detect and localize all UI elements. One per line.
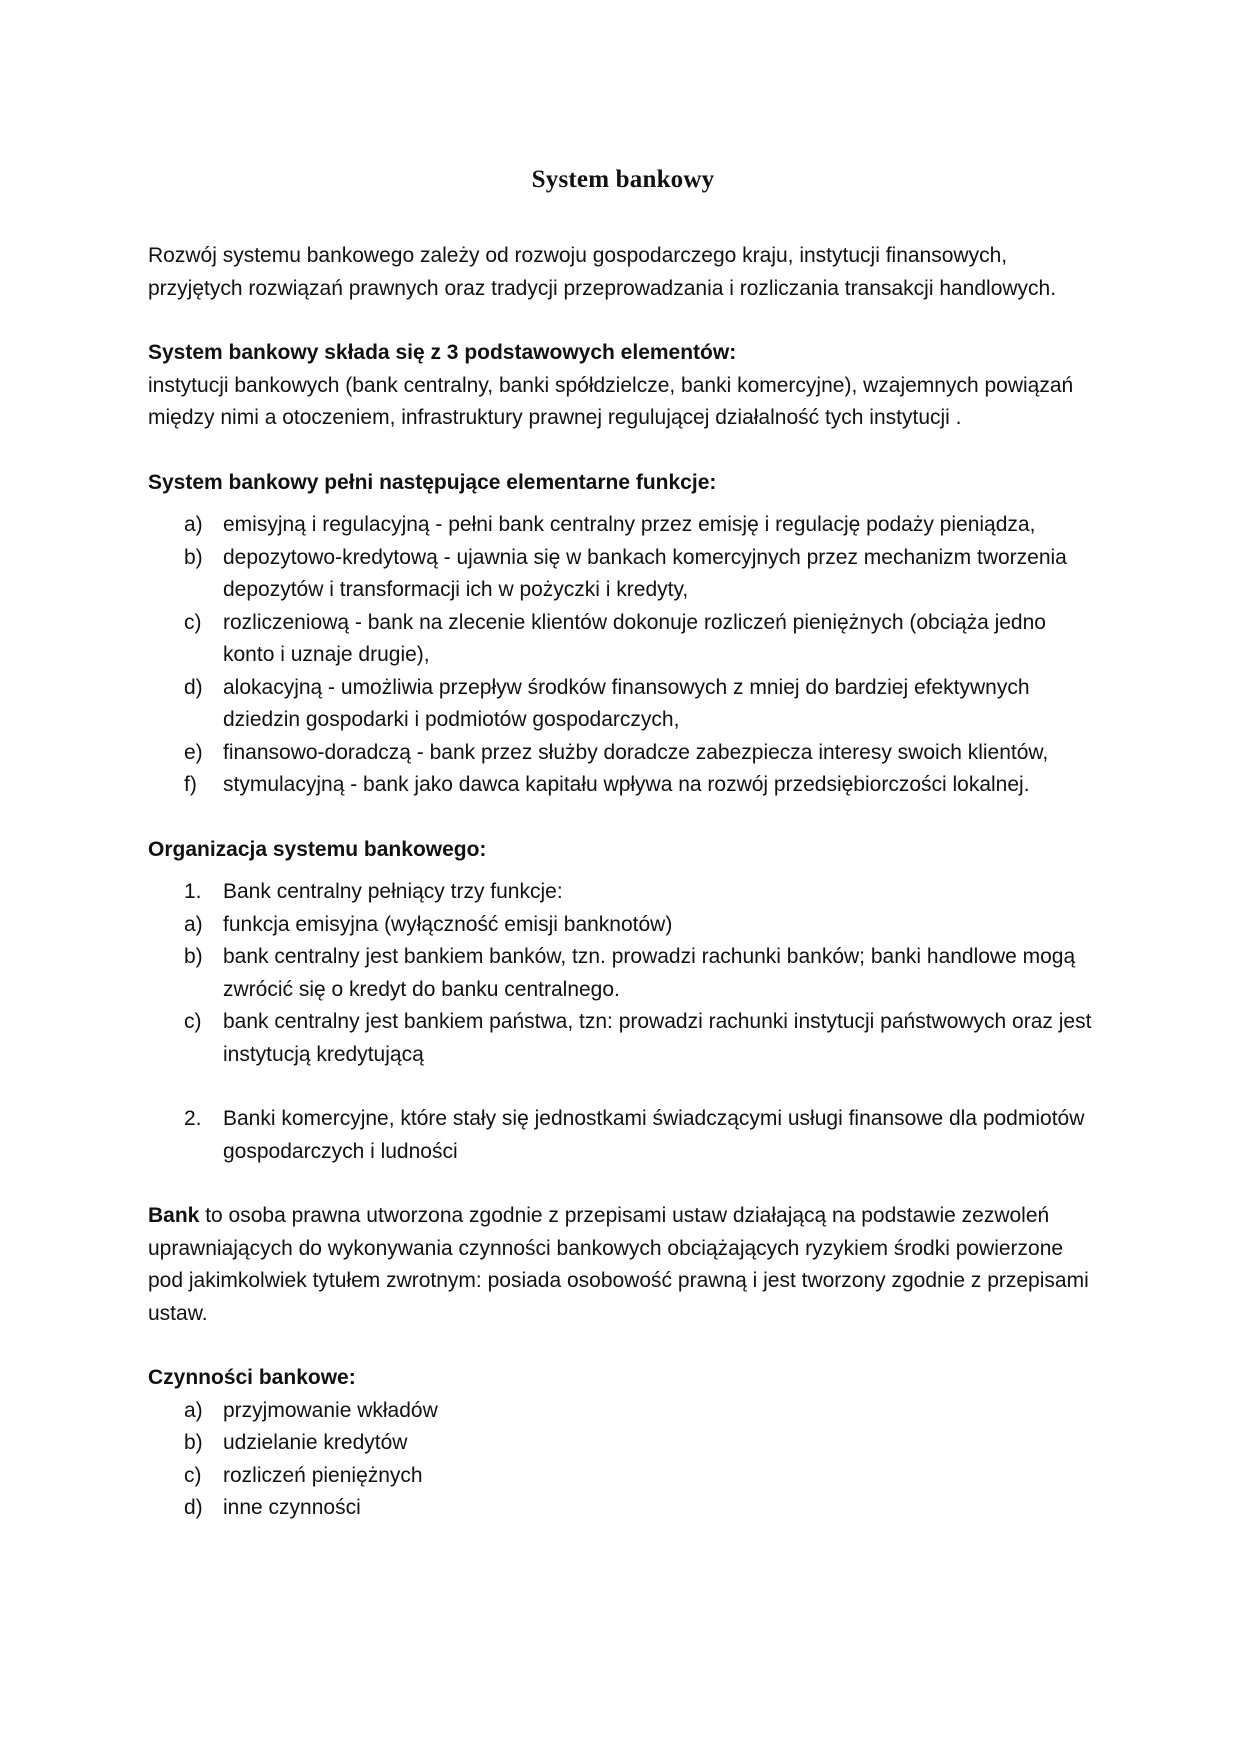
function-item	[148, 737, 1098, 770]
list-marker: d)	[184, 1496, 203, 1519]
list-marker: 1.	[184, 880, 202, 903]
activity-text: przyjmowanie wkładów	[223, 1398, 438, 1422]
functions-section	[148, 467, 1098, 802]
function-text: rozliczeniową - bank na zlecenie klientów dokonuje rozliczeń pieniężnych (obciąża jedno konto i uznaje drugie),	[223, 610, 1046, 666]
organization-item	[148, 876, 1098, 909]
list-marker: c)	[184, 1463, 202, 1487]
list-marker: 2.	[184, 1107, 202, 1130]
function-text: emisyjną i regulacyjną - pełni bank centralny przez emisję i regulację podaży pieniądza,	[223, 513, 1036, 536]
organization-section	[148, 834, 1098, 1169]
list-marker: c)	[184, 610, 202, 634]
function-item	[148, 672, 1098, 737]
document-content	[148, 165, 1098, 1525]
organization-subitem	[148, 909, 1098, 942]
organization-list	[148, 876, 1098, 1168]
organization-subitem-text: bank centralny jest bankiem banków, tzn. prowadzi rachunki banków; banki handlowe mogą zwrócić się o kredyt do banku centralnego.	[223, 945, 1076, 1001]
organization-text: Banki komercyjne, które stały się jednostkami świadczącymi usługi finansowe dla podmiotów gospodarczych i ludności	[223, 1107, 1085, 1163]
activity-item	[148, 1395, 1098, 1428]
function-text: stymulacyjną - bank jako dawca kapitału wpływa na rozwój przedsiębiorczości lokalnej.	[223, 773, 1030, 796]
list-marker: a)	[184, 1398, 203, 1422]
organization-subitem-text: funkcja emisyjna (wyłączność emisji banknotów)	[223, 912, 673, 936]
activity-text: rozliczeń pieniężnych	[223, 1463, 423, 1487]
intro-paragraph: Rozwój systemu bankowego zależy od rozwoju gospodarczego kraju, instytucji finansowych, przyjętych rozwiązań prawnych oraz tradycji przeprowadzania i rozliczania transakcji handlowych.	[148, 244, 1057, 300]
activity-text: udzielanie kredytów	[223, 1431, 408, 1454]
organization-text: Bank centralny pełniący trzy funkcje:	[223, 880, 563, 903]
activity-item	[148, 1427, 1098, 1460]
organization-heading: Organizacja systemu bankowego:	[148, 837, 487, 861]
activity-item	[148, 1460, 1098, 1493]
function-item	[148, 509, 1098, 542]
organization-subitem	[148, 941, 1098, 1006]
activity-item	[148, 1492, 1098, 1525]
function-item	[148, 542, 1098, 607]
bank-term: Bank	[148, 1204, 200, 1227]
function-item	[148, 607, 1098, 672]
elements-section	[148, 337, 1098, 435]
list-marker: a)	[184, 513, 203, 536]
list-marker: b)	[184, 545, 203, 569]
document-title: System bankowy	[531, 166, 715, 193]
function-item	[148, 769, 1098, 802]
functions-list	[148, 509, 1098, 802]
list-marker: f)	[184, 773, 197, 796]
organization-subitem-text: bank centralny jest bankiem państwa, tzn: prowadzi rachunki instytucji państwowych oraz jest instytucją kredytującą	[223, 1010, 1092, 1066]
list-marker: d)	[184, 675, 203, 699]
list-marker: e)	[184, 740, 203, 764]
bank-definition-text: to osoba prawna utworzona zgodnie z przepisami ustaw działającą na podstawie zezwoleń uprawniających do wykonywania czynności bankowych obciążających ryzykiem środki powierzone pod jakimkolwiek tytułem zwrotnym: posiada osobowość prawną i jest tworzony zgodnie z przepisami ustaw.	[148, 1204, 1089, 1325]
activity-text: inne czynności	[223, 1496, 361, 1519]
list-marker: a)	[184, 912, 203, 936]
organization-item	[148, 1103, 1098, 1168]
activities-section	[148, 1362, 1098, 1525]
list-marker: b)	[184, 945, 203, 968]
elements-heading: System bankowy składa się z 3 podstawowych elementów:	[148, 341, 737, 364]
bank-definition-paragraph	[148, 1200, 1098, 1330]
function-text: depozytowo-kredytową - ujawnia się w bankach komercyjnych przez mechanizm tworzenia depozytów i transformacji ich w pożyczki i kredyty,	[223, 545, 1067, 601]
activities-heading: Czynności bankowe:	[148, 1366, 356, 1389]
function-text: alokacyjną - umożliwia przepływ środków finansowych z mniej do bardziej efektywnych dziedzin gospodarki i podmiotów gospodarczych,	[223, 675, 1030, 731]
function-text: finansowo-doradczą - bank przez służby doradcze zabezpiecza interesy swoich klientów,	[223, 740, 1049, 764]
activities-list	[148, 1395, 1098, 1525]
elements-paragraph: instytucji bankowych (bank centralny, banki spółdzielcze, banki komercyjne), wzajemnych powiązań między nimi a otoczeniem, infrastruktury prawnej regulującej działalność tych instytucji .	[148, 373, 1074, 429]
organization-subitem	[148, 1006, 1098, 1071]
list-marker: b)	[184, 1431, 203, 1454]
functions-heading: System bankowy pełni następujące elementarne funkcje:	[148, 470, 717, 494]
list-marker: c)	[184, 1010, 202, 1033]
